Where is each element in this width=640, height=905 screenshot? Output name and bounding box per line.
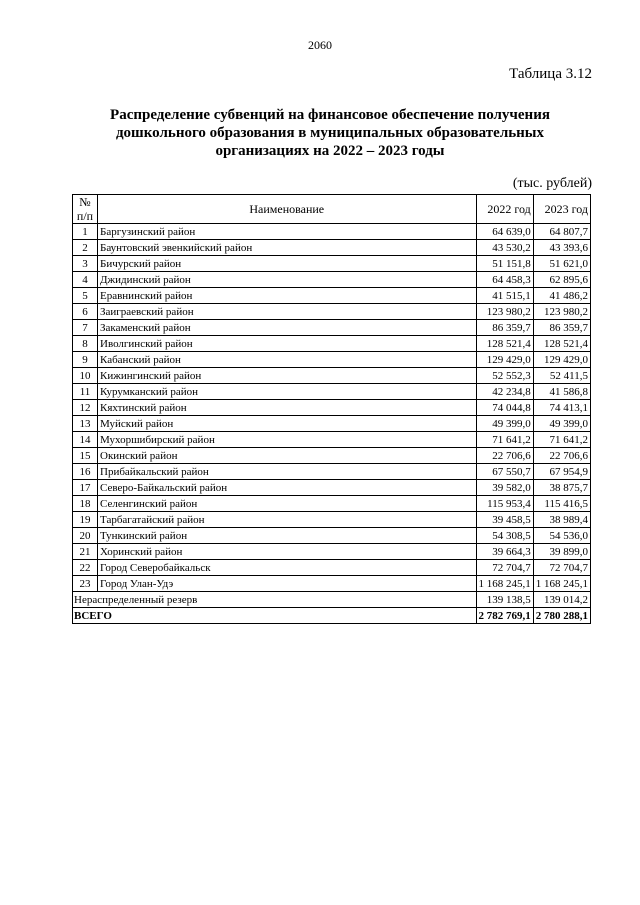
units-label: (тыс. рублей) — [512, 176, 592, 191]
table-row — [73, 416, 591, 432]
reserve-name: Нераспределенный резерв — [73, 592, 477, 608]
row-name: Курумканский район — [98, 384, 477, 400]
row-name: Еравнинский район — [98, 288, 477, 304]
header-num-line1: № — [79, 195, 91, 209]
row-name: Кижингинский район — [98, 368, 477, 384]
row-num: 23 — [73, 576, 98, 592]
row-num: 19 — [73, 512, 98, 528]
row-name: Тункинский район — [98, 528, 477, 544]
header-num — [73, 195, 98, 224]
table-row — [73, 432, 591, 448]
table-row — [73, 368, 591, 384]
row-num: 16 — [73, 464, 98, 480]
table-row — [73, 512, 591, 528]
row-2023: 1 168 245,1 — [533, 576, 590, 592]
row-2023: 51 621,0 — [533, 256, 590, 272]
row-2022: 64 458,3 — [476, 272, 533, 288]
row-num: 3 — [73, 256, 98, 272]
row-num: 7 — [73, 320, 98, 336]
table-body — [73, 224, 591, 592]
row-num: 6 — [73, 304, 98, 320]
table-row — [73, 480, 591, 496]
row-num: 20 — [73, 528, 98, 544]
header-name: Наименование — [98, 195, 477, 224]
total-name: ВСЕГО — [73, 608, 477, 624]
row-2022: 74 044,8 — [476, 400, 533, 416]
row-2023: 71 641,2 — [533, 432, 590, 448]
row-num: 9 — [73, 352, 98, 368]
row-2022: 41 515,1 — [476, 288, 533, 304]
row-name: Город Улан-Удэ — [98, 576, 477, 592]
row-2022: 42 234,8 — [476, 384, 533, 400]
header-2022: 2022 год — [476, 195, 533, 224]
row-2023: 43 393,6 — [533, 240, 590, 256]
table-row — [73, 528, 591, 544]
row-name: Закаменский район — [98, 320, 477, 336]
row-2023: 54 536,0 — [533, 528, 590, 544]
title-line: Распределение субвенций на финансовое обеспечение получения — [110, 107, 550, 123]
table-label: Таблица 3.12 — [509, 66, 592, 82]
row-num: 10 — [73, 368, 98, 384]
table-footer — [73, 592, 591, 624]
row-name: Кабанский район — [98, 352, 477, 368]
row-2022: 86 359,7 — [476, 320, 533, 336]
table-row — [73, 256, 591, 272]
row-name: Заиграевский район — [98, 304, 477, 320]
reserve-row — [73, 592, 591, 608]
row-num: 14 — [73, 432, 98, 448]
table-row — [73, 576, 591, 592]
row-2022: 129 429,0 — [476, 352, 533, 368]
row-name: Баргузинский район — [98, 224, 477, 240]
row-num: 4 — [73, 272, 98, 288]
row-2023: 39 899,0 — [533, 544, 590, 560]
table-row — [73, 224, 591, 240]
row-2023: 38 989,4 — [533, 512, 590, 528]
row-name: Джидинский район — [98, 272, 477, 288]
row-2023: 41 586,8 — [533, 384, 590, 400]
row-2022: 22 706,6 — [476, 448, 533, 464]
row-2023: 41 486,2 — [533, 288, 590, 304]
table-row — [73, 464, 591, 480]
table-row — [73, 288, 591, 304]
reserve-2023: 139 014,2 — [533, 592, 590, 608]
row-2022: 64 639,0 — [476, 224, 533, 240]
row-2022: 39 458,5 — [476, 512, 533, 528]
table-row — [73, 544, 591, 560]
row-2022: 67 550,7 — [476, 464, 533, 480]
title-line: организациях на 2022 – 2023 годы — [215, 143, 445, 159]
page-number: 2060 — [308, 38, 332, 52]
table-row — [73, 496, 591, 512]
row-2022: 123 980,2 — [476, 304, 533, 320]
row-2022: 49 399,0 — [476, 416, 533, 432]
row-2022: 128 521,4 — [476, 336, 533, 352]
total-2022: 2 782 769,1 — [476, 608, 533, 624]
row-name: Селенгинский район — [98, 496, 477, 512]
row-num: 18 — [73, 496, 98, 512]
row-2022: 51 151,8 — [476, 256, 533, 272]
table-row — [73, 336, 591, 352]
row-num: 12 — [73, 400, 98, 416]
row-num: 11 — [73, 384, 98, 400]
row-name: Иволгинский район — [98, 336, 477, 352]
row-name: Тарбагатайский район — [98, 512, 477, 528]
row-2023: 38 875,7 — [533, 480, 590, 496]
header-num-line2: п/п — [76, 209, 94, 223]
table-row — [73, 448, 591, 464]
row-name: Мухоршибирский район — [98, 432, 477, 448]
table-row — [73, 400, 591, 416]
row-num: 2 — [73, 240, 98, 256]
row-num: 13 — [73, 416, 98, 432]
row-2022: 72 704,7 — [476, 560, 533, 576]
subsidy-table — [72, 194, 591, 624]
row-num: 21 — [73, 544, 98, 560]
table-row — [73, 560, 591, 576]
row-2023: 74 413,1 — [533, 400, 590, 416]
row-name: Северо-Байкальский район — [98, 480, 477, 496]
row-2023: 67 954,9 — [533, 464, 590, 480]
table-row — [73, 240, 591, 256]
row-num: 17 — [73, 480, 98, 496]
row-2022: 43 530,2 — [476, 240, 533, 256]
row-name: Окинский район — [98, 448, 477, 464]
row-num: 15 — [73, 448, 98, 464]
table-header — [73, 195, 591, 224]
row-2023: 64 807,7 — [533, 224, 590, 240]
total-row — [73, 608, 591, 624]
row-name: Баунтовский эвенкийский район — [98, 240, 477, 256]
row-2023: 123 980,2 — [533, 304, 590, 320]
row-2023: 72 704,7 — [533, 560, 590, 576]
row-name: Муйский район — [98, 416, 477, 432]
row-2023: 115 416,5 — [533, 496, 590, 512]
table-row — [73, 304, 591, 320]
reserve-2022: 139 138,5 — [476, 592, 533, 608]
row-name: Бичурский район — [98, 256, 477, 272]
row-2022: 115 953,4 — [476, 496, 533, 512]
table-title — [70, 106, 590, 160]
table-row — [73, 384, 591, 400]
total-2023: 2 780 288,1 — [533, 608, 590, 624]
table-row — [73, 272, 591, 288]
row-name: Прибайкальский район — [98, 464, 477, 480]
row-name: Хоринский район — [98, 544, 477, 560]
table-row — [73, 352, 591, 368]
row-name: Кяхтинский район — [98, 400, 477, 416]
row-2022: 1 168 245,1 — [476, 576, 533, 592]
row-2023: 22 706,6 — [533, 448, 590, 464]
row-num: 1 — [73, 224, 98, 240]
row-num: 22 — [73, 560, 98, 576]
row-2022: 71 641,2 — [476, 432, 533, 448]
row-name: Город Северобайкальск — [98, 560, 477, 576]
title-line: дошкольного образования в муниципальных образовательных — [115, 125, 545, 141]
row-2023: 86 359,7 — [533, 320, 590, 336]
row-2023: 62 895,6 — [533, 272, 590, 288]
row-2023: 49 399,0 — [533, 416, 590, 432]
row-2022: 39 664,3 — [476, 544, 533, 560]
header-2023: 2023 год — [533, 195, 590, 224]
row-2022: 54 308,5 — [476, 528, 533, 544]
row-2023: 52 411,5 — [533, 368, 590, 384]
row-num: 8 — [73, 336, 98, 352]
row-2023: 128 521,4 — [533, 336, 590, 352]
row-num: 5 — [73, 288, 98, 304]
row-2023: 129 429,0 — [533, 352, 590, 368]
table-row — [73, 320, 591, 336]
row-2022: 39 582,0 — [476, 480, 533, 496]
row-2022: 52 552,3 — [476, 368, 533, 384]
